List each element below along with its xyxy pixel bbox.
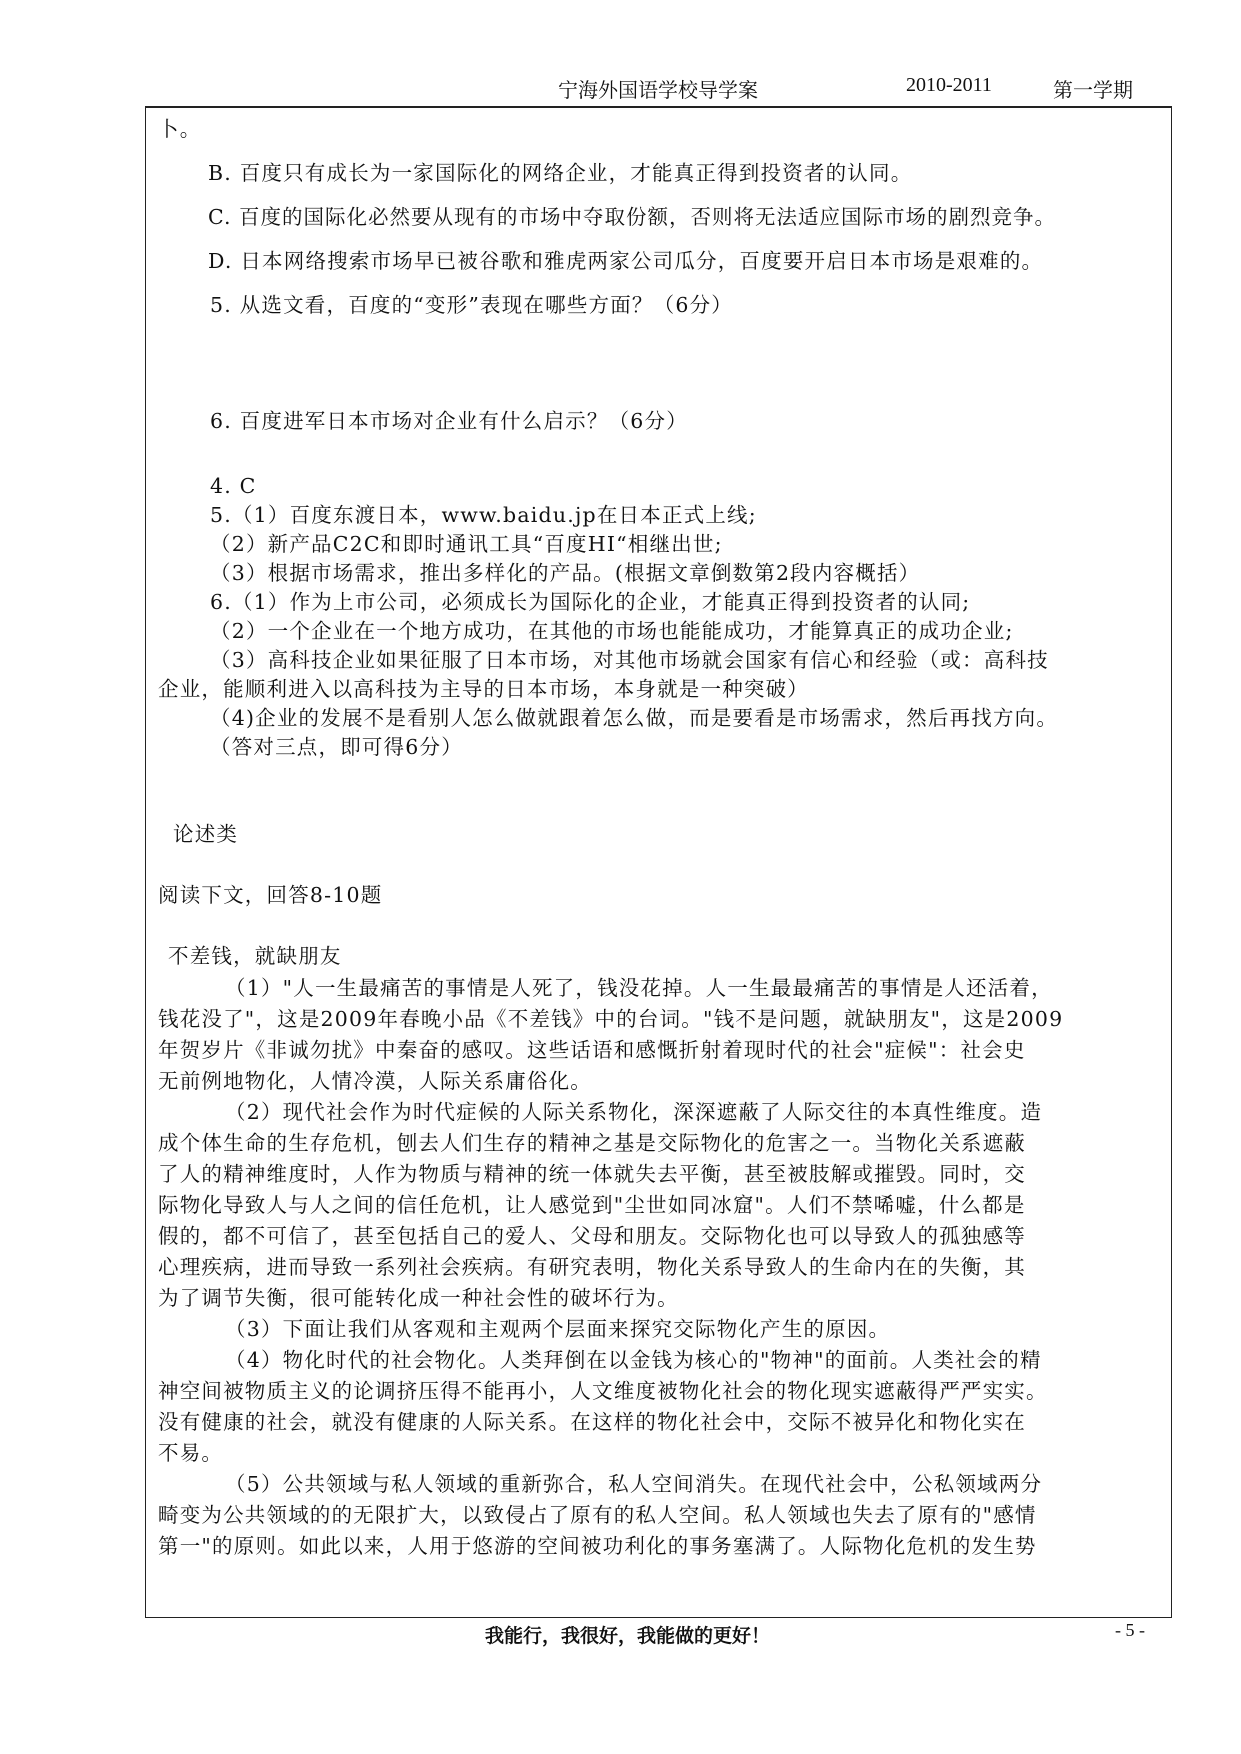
para-line: （4）物化时代的社会物化。人类拜倒在以金钱为核心的"物神"的面前。人类社会的精 (225, 1348, 1042, 1372)
question-6: 6. 百度进军日本市场对企业有什么启示？（6分） (210, 409, 688, 433)
reading-instruction: 阅读下文，回答8-10题 (158, 883, 383, 907)
header-year: 2010-2011 (906, 74, 992, 96)
answer-5-3: （3）根据市场需求，推出多样化的产品。(根据文章倒数第2段内容概括） (210, 561, 921, 585)
para-line: 成个体生命的生存危机，刨去人们生存的精神之基是交际物化的危害之一。当物化关系遮蔽 (158, 1131, 1026, 1155)
option-c: C. 百度的国际化必然要从现有的市场中夺取份额，否则将无法适应国际市场的剧烈竞争。 (208, 205, 1056, 229)
para-line: 了人的精神维度时，人作为物质与精神的统一体就失去平衡，甚至被肢解或摧毁。同时，交 (158, 1162, 1026, 1186)
para-line: （1）"人一生最痛苦的事情是人死了，钱没花掉。人一生最最痛苦的事情是人还活着， (225, 976, 1053, 1000)
question-5: 5. 从选文看，百度的“变形”表现在哪些方面？（6分） (210, 293, 733, 317)
option-b: B. 百度只有成长为一家国际化的网络企业，才能真正得到投资者的认同。 (208, 161, 913, 185)
para-line: 际物化导致人与人之间的信任危机，让人感觉到"尘世如同冰窟"。人们不禁唏嘘，什么都是 (158, 1193, 1026, 1217)
text-line: 卜。 (158, 117, 202, 141)
para-line: 不易。 (158, 1441, 224, 1465)
page-number: - 5 - (1115, 1620, 1145, 1640)
para-line: 第一"的原则。如此以来，人用于悠游的空间被功利化的事务塞满了。人际物化危机的发生势 (158, 1534, 1037, 1558)
para-line: 畸变为公共领域的的无限扩大，以致侵占了原有的私人空间。私人领域也失去了原有的"感情 (158, 1503, 1037, 1527)
page-header (0, 72, 1241, 102)
footer-motto: 我能行，我很好，我能做的更好！ (485, 1625, 771, 1647)
para-line: 年贺岁片《非诚勿扰》中秦奋的感叹。这些话语和感慨折射着现时代的社会"症候"：社会史 (158, 1038, 1026, 1062)
para-line: 心理疾病，进而导致一系列社会疾病。有研究表明，物化关系导致人的生命内在的失衡，其 (158, 1255, 1026, 1279)
para-line: （5）公共领域与私人领域的重新弥合，私人空间消失。在现代社会中，公私领域两分 (225, 1472, 1043, 1496)
para-line: 钱花没了"，这是2009年春晚小品《不差钱》中的台词。"钱不是问题，就缺朋友"，这是2009 (158, 1007, 1064, 1031)
header-term: 第一学期 (1053, 80, 1133, 102)
para-line: 神空间被物质主义的论调挤压得不能再小，人文维度被物化社会的物化现实遮蔽得严严实实。 (158, 1379, 1048, 1403)
article-title: 不差钱，就缺朋友 (168, 944, 342, 968)
answer-5-1: 5.（1）百度东渡日本，www.baidu.jp在日本正式上线; (210, 503, 757, 527)
answer-4: 4. C (210, 474, 257, 498)
para-line: 无前例地物化，人情冷漠，人际关系庸俗化。 (158, 1069, 592, 1093)
para-line: 假的，都不可信了，甚至包括自己的爱人、父母和朋友。交际物化也可以导致人的孤独感等 (158, 1224, 1026, 1248)
answer-6-2: （2）一个企业在一个地方成功，在其他的市场也能能成功，才能算真正的成功企业; (210, 619, 1014, 643)
answer-6-3-cont: 企业，能顺利进入以高科技为主导的日本市场，本身就是一种突破） (158, 677, 809, 701)
answer-6-4: （4)企业的发展不是看别人怎么做就跟着怎么做，而是要看是市场需求，然后再找方向。 (210, 706, 1059, 730)
option-d: D. 日本网络搜索市场早已被谷歌和雅虎两家公司瓜分，百度要开启日本市场是艰难的。 (208, 249, 1044, 273)
answer-note: （答对三点，即可得6分） (210, 735, 463, 759)
answer-6-3: （3）高科技企业如果征服了日本市场，对其他市场就会国家有信心和经验（或：高科技 (210, 648, 1049, 672)
para-line: （3）下面让我们从客观和主观两个层面来探究交际物化产生的原因。 (225, 1317, 891, 1341)
para-line: （2）现代社会作为时代症候的人际关系物化，深深遮蔽了人际交往的本真性维度。造 (225, 1100, 1043, 1124)
answer-6-1: 6.（1）作为上市公司，必须成长为国际化的企业，才能真正得到投资者的认同; (210, 590, 971, 614)
section-title-argument: 论述类 (173, 822, 239, 846)
header-school: 宁海外国语学校导学案 (558, 80, 758, 102)
answer-5-2: （2）新产品C2C和即时通讯工具“百度HI“相继出世; (210, 532, 723, 556)
para-line: 没有健康的社会，就没有健康的人际关系。在这样的物化社会中，交际不被异化和物化实在 (158, 1410, 1026, 1434)
para-line: 为了调节失衡，很可能转化成一种社会性的破坏行为。 (158, 1286, 679, 1310)
